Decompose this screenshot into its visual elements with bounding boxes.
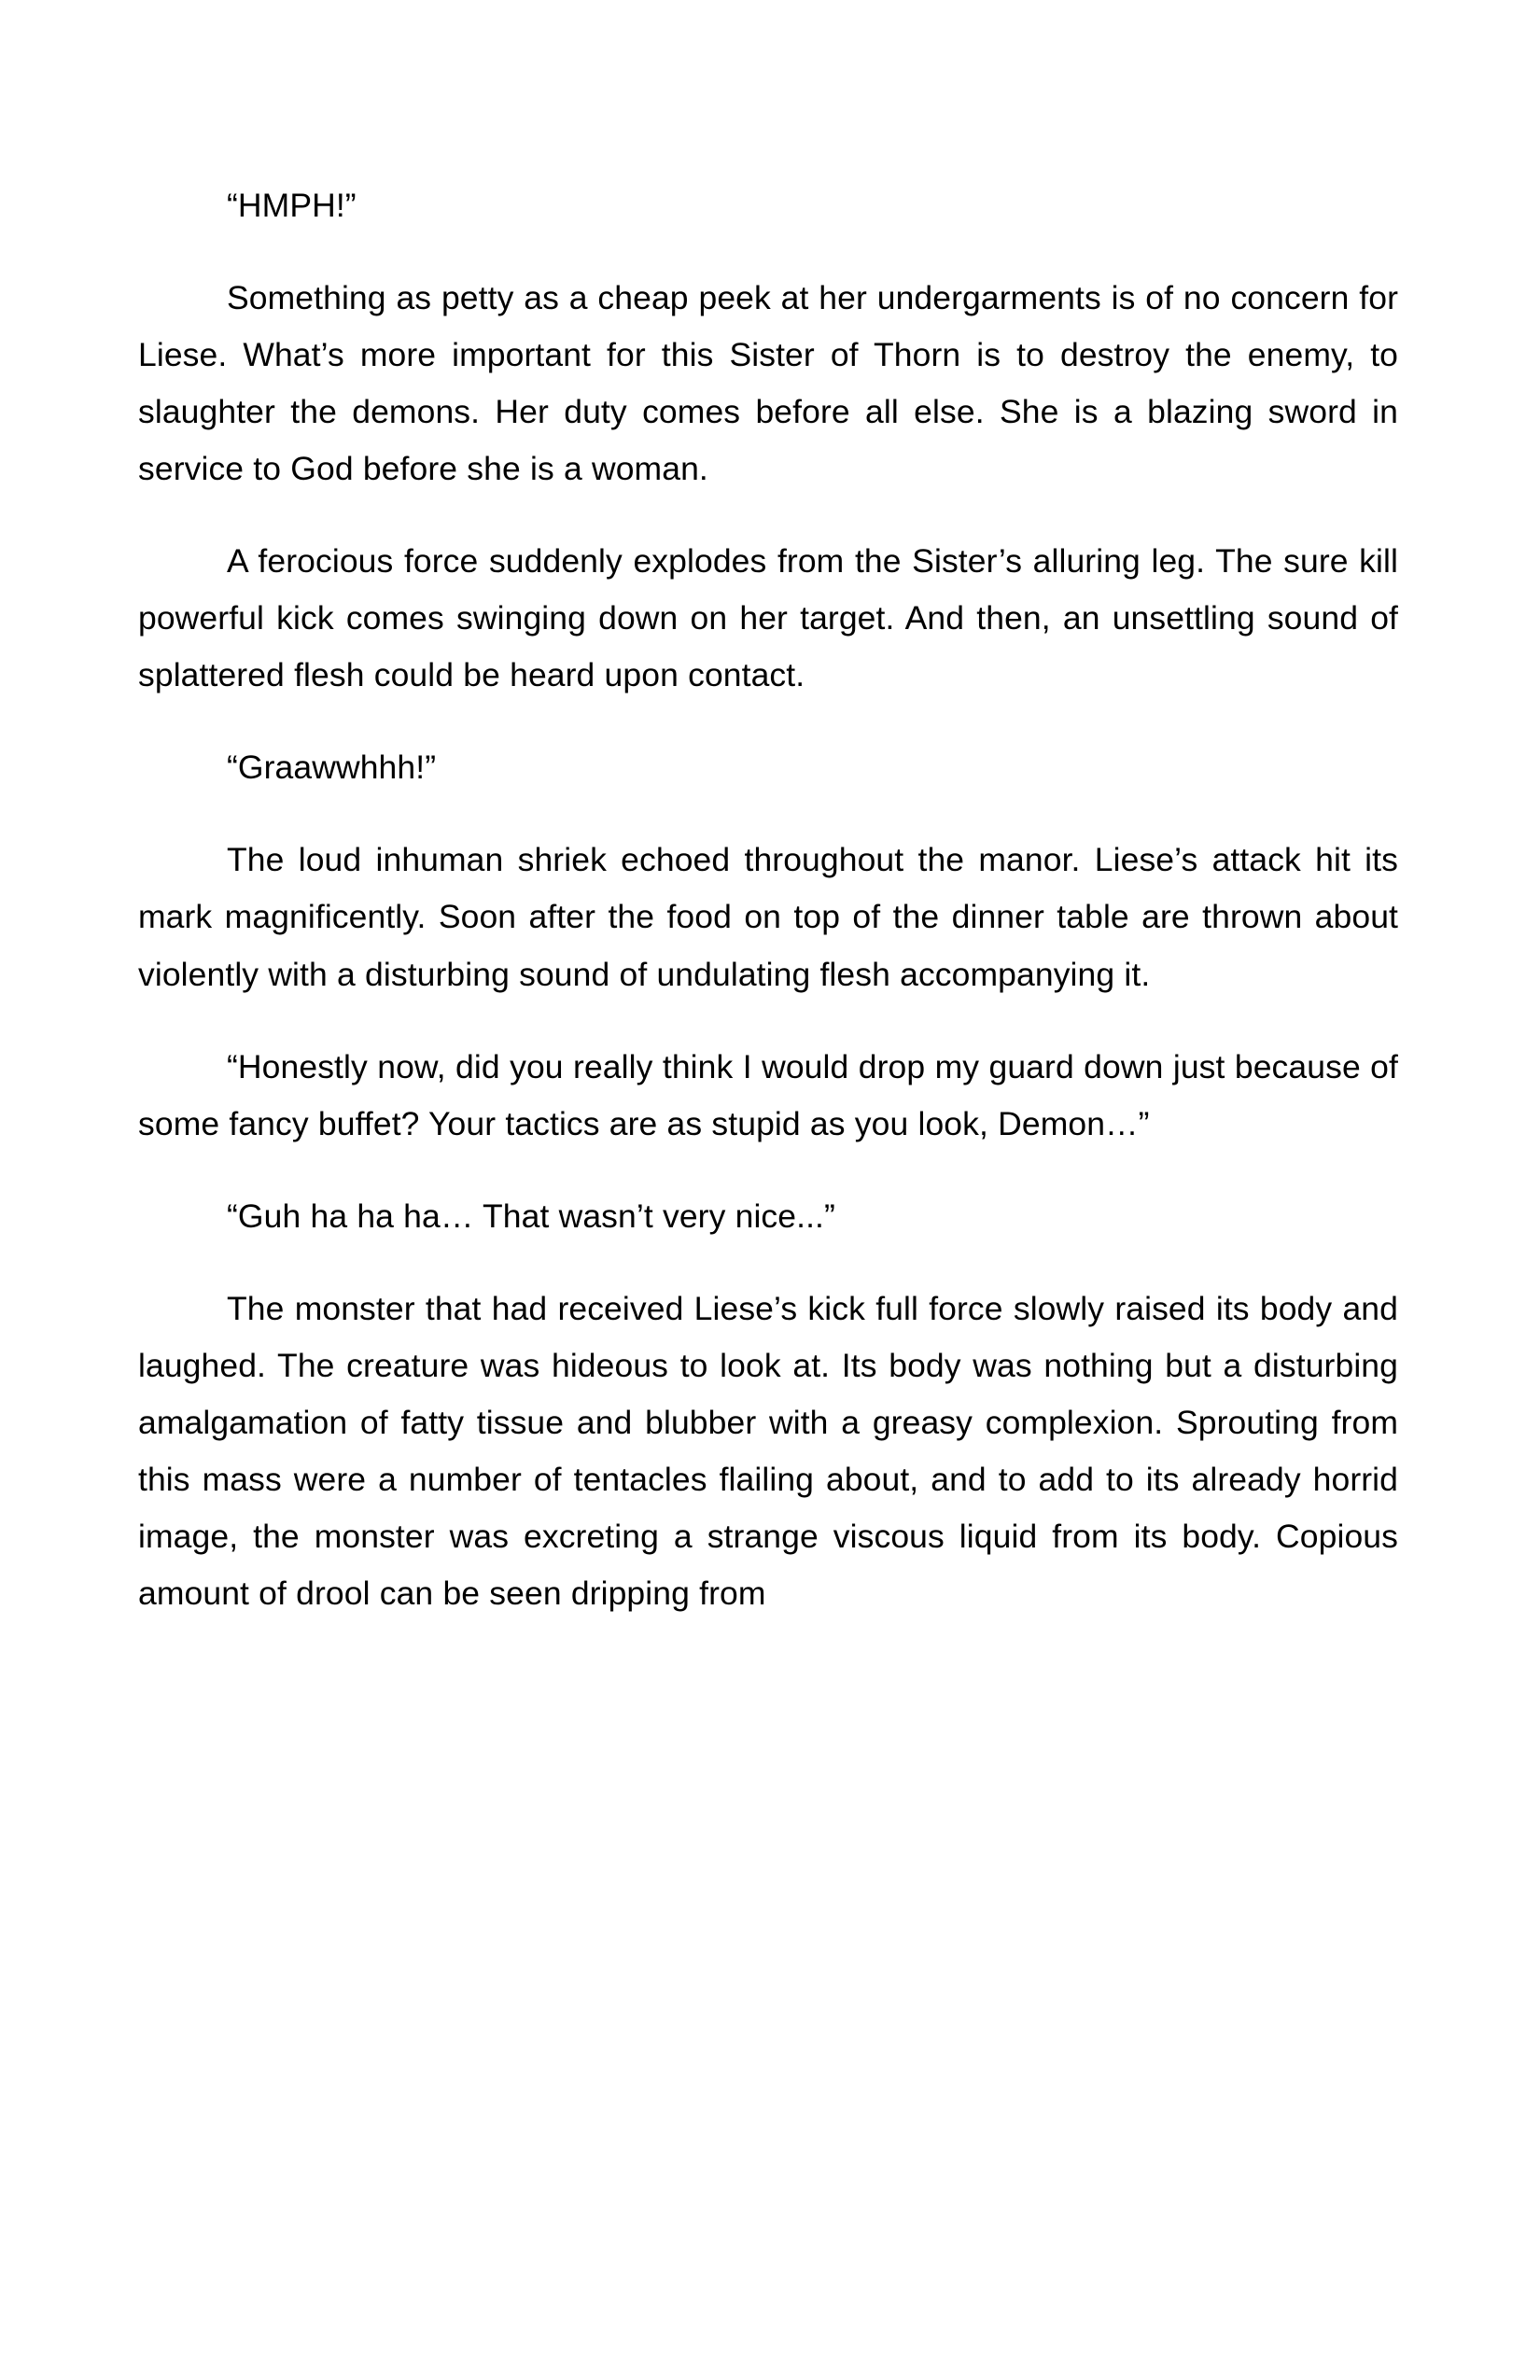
paragraph-monster-description: The monster that had received Liese’s kick full force slowly raised its body and laughed. The creature was hideous to look at. Its body was nothing but a disturbing amalgamation of fatty tissue and blubber with a greasy complexion. Sprouting from this mass were a number of tentacles flailing about, and to add to its already horrid image, the monster was excreting a strange viscous liquid from its body. Copious amount of drool can be seen dripping from: [138, 1289, 1398, 1612]
paragraph-liese-duty: Something as petty as a cheap peek at her undergarments is of no concern for Liese. What’s more important for this Sister of Thorn is to destroy the enemy, to slaughter the demons. Her duty comes before all else. She is a blazing sword in service to God before she is a woman.: [138, 279, 1398, 488]
paragraph-dialogue-guh-ha-ha: “Guh ha ha ha… That wasn’t very nice...”: [227, 1197, 835, 1235]
paragraph-inhuman-shriek: The loud inhuman shriek echoed throughout the manor. Liese’s attack hit its mark magnificently. Soon after the food on top of the dinner table are thrown about violently with a disturbing sound of undulating flesh accompanying it.: [138, 841, 1398, 993]
paragraph-ferocious-kick: A ferocious force suddenly explodes from the Sister’s alluring leg. The sure kill powerful kick comes swinging down on her target. And then, an unsettling sound of splattered flesh could be heard upon contact.: [138, 542, 1398, 694]
paragraph-dialogue-graawwhhh: “Graawwhhh!”: [227, 749, 437, 787]
paragraph-dialogue-hmph: “HMPH!”: [227, 187, 357, 224]
document-body: [138, 177, 1398, 1622]
paragraph-dialogue-honestly-now: “Honestly now, did you really think I would drop my guard down just because of some fancy buffet? Your tactics are as stupid as you look, Demon…”: [138, 1047, 1398, 1142]
